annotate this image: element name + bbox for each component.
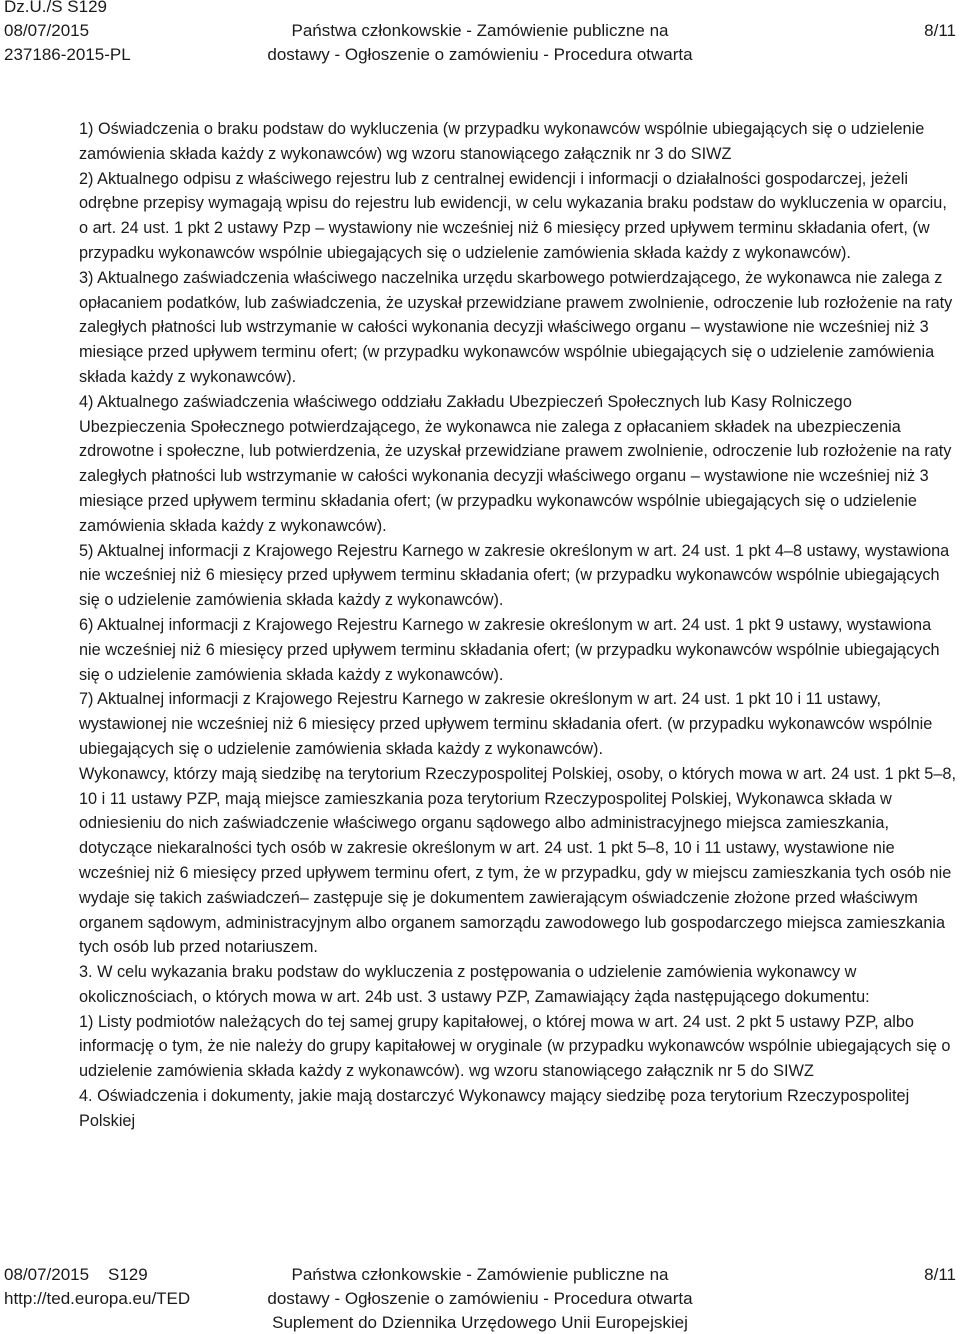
paragraph-2: 2) Aktualnego odpisu z właściwego rejestru lub z centralnej ewidencji i informacji o działalności gospodarczej, jeżeli odrębne przepisy wymagają wpisu do rejestru lub ewidencji, w celu wykazania braku podstaw do wykluczenia w oparciu, o art. 24 ust. 1 pkt 2 ustawy Pzp – wystawiony nie wcześniej niż 6 miesięcy przed upływem terminu składania ofert, (w przypadku wykonawców wspólnie ubiegających się o udzielenie zamówienia składa każdy z wykonawców). (79, 169, 947, 262)
publication-date: 08/07/2015 (4, 21, 90, 40)
page-number: 8/11 (924, 21, 956, 40)
footer-title-line-1: Państwa członkowskie - Zamówienie publiczne na (291, 1265, 669, 1284)
notice-number: 237186-2015-PL (4, 45, 131, 64)
paragraph-7: 7) Aktualnej informacji z Krajowego Rejestru Karnego w zakresie określonym w art. 24 ust. 1 pkt 10 i 11 ustawy, wystawionej nie wcześniej niż 6 miesięcy przed upływem terminu składania ofert. (w przypadku wykonawców wspólnie ubiegających się o udzielenie zamówienia składa każdy z wykonawców). (79, 690, 933, 758)
paragraph-4: 4) Aktualnego zaświadczenia właściwego oddziału Zakładu Ubezpieczeń Społecznych lub Kasy Rolniczego Ubezpieczenia Społecznego potwierdzającego, że wykonawca nie zalega z opłacaniem składek na ubezpieczenia zdrowotne i społeczne, lub potwierdzenia, że uzyskał przewidziane prawem zwolnienie, odroczenie lub rozłożenie na raty zaległych płatności lub wstrzymanie w całości wykonania decyzji właściwego organu – wystawione nie wcześniej niż 3 miesiące przed upływem terminu składania ofert; (w przypadku wykonawców wspólnie ubiegających się o udzielenie zamówienia składa każdy z wykonawców). (79, 392, 952, 535)
footer-supplement: Suplement do Dziennika Urzędowego Unii Europejskiej (272, 1313, 688, 1332)
journal-reference: Dz.U./S S129 (4, 0, 107, 16)
paragraph-3: 3) Aktualnego zaświadczenia właściwego naczelnika urzędu skarbowego potwierdzającego, że wykonawca nie zalega z opłacaniem podatków, lub zaświadczenia, że uzyskał przewidziane prawem zwolnienie, odroczenie lub rozłożenie na raty zaległych płatności lub wstrzymanie w całości wykonania decyzji właściwego organu – wystawione nie wcześniej niż 3 miesiące przed upływem terminu ofert; (w przypadku wykonawców wspólnie ubiegających się o udzielenie zamówienia składa każdy z wykonawców). (79, 268, 953, 386)
paragraph-section-3: 3. W celu wykazania braku podstaw do wykluczenia z postępowania o udzielenie zamówienia wykonawcy w okolicznościach, o których mowa w art. 24b ust. 3 ustawy PZP, Zamawiający żąda następującego dokumentu: (79, 963, 870, 1006)
paragraph-5: 5) Aktualnej informacji z Krajowego Rejestru Karnego w zakresie określonym w art. 24 ust. 1 pkt 4–8 ustawy, wystawiona nie wcześniej niż 6 miesięcy przed upływem terminu składania ofert; (w przypadku wykonawców wspólnie ubiegających się o udzielenie zamówienia składa każdy z wykonawców). (79, 541, 950, 610)
paragraph-capital-group-list: 1) Listy podmiotów należących do tej samej grupy kapitałowej, o której mowa w art. 24 ust. 2 pkt 5 ustawy PZP, albo informację o tym, że nie należy do grupy kapitałowej w oryginale (w przypadku wykonawców wspólnie ubiegających się o udzielenie zamówienia składa każdy z wykonawców). wg wzoru stanowiącego załącznik nr 5 do SIWZ (79, 1012, 951, 1081)
header-title-line-2: dostawy - Ogłoszenie o zamówieniu - Procedura otwarta (267, 45, 693, 64)
header-title-line-1: Państwa członkowskie - Zamówienie publiczne na (291, 21, 669, 40)
paragraph-foreign-contractors: Wykonawcy, którzy mają siedzibę na terytorium Rzeczypospolitej Polskiej, osoby, o których mowa w art. 24 ust. 1 pkt 5–8, 10 i 11 ustawy PZP, mają miejsce zamieszkania poza terytorium Rzeczypospolitej Polskiej, Wykonawca składa w odniesieniu do nich zaświadczenie właściwego organu sądowego albo administracyjnego miejsca zamieszkania, dotyczące niekaralności tych osób w zakresie określonym w art. 24 ust. 1 pkt 5–8, 10 i 11 ustawy, wystawione nie wcześniej niż 6 miesięcy przed upływem terminu ofert, z tym, że w przypadku, gdy w miejscu zamieszkania tych osób nie wydaje się takich zaświadczeń– zastępuje się je dokumentem zawierającym oświadczenie złożone przed właściwym organem sądowym, administracyjnym albo organem samorządu zawodowego lub gospodarczego miejsca zamieszkania tych osób lub przed notariuszem. (79, 764, 956, 957)
footer-url-link[interactable]: http://ted.europa.eu/TED (4, 1289, 191, 1308)
footer-title-line-2: dostawy - Ogłoszenie o zamówieniu - Procedura otwarta (267, 1289, 693, 1308)
paragraph-6: 6) Aktualnej informacji z Krajowego Rejestru Karnego w zakresie określonym w art. 24 ust. 1 pkt 9 ustawy, wystawiona nie wcześniej niż 6 miesięcy przed upływem terminu składania ofert; (w przypadku wykonawców wspólnie ubiegających się o udzielenie zamówienia składa każdy z wykonawców). (79, 615, 940, 684)
document-body (79, 117, 956, 1134)
footer-date-issue: 08/07/2015 S129 (4, 1265, 148, 1284)
paragraph-1: 1) Oświadczenia o braku podstaw do wykluczenia (w przypadku wykonawców wspólnie ubiegających się o udzielenie zamówienia składa każdy z wykonawców) wg wzoru stanowiącego załącznik nr 3 do SIWZ (79, 120, 925, 163)
paragraph-section-4: 4. Oświadczenia i dokumenty, jakie mają dostarczyć Wykonawcy mający siedzibę poza terytorium Rzeczypospolitej Polskiej (79, 1087, 910, 1130)
footer-page-number: 8/11 (924, 1265, 956, 1284)
